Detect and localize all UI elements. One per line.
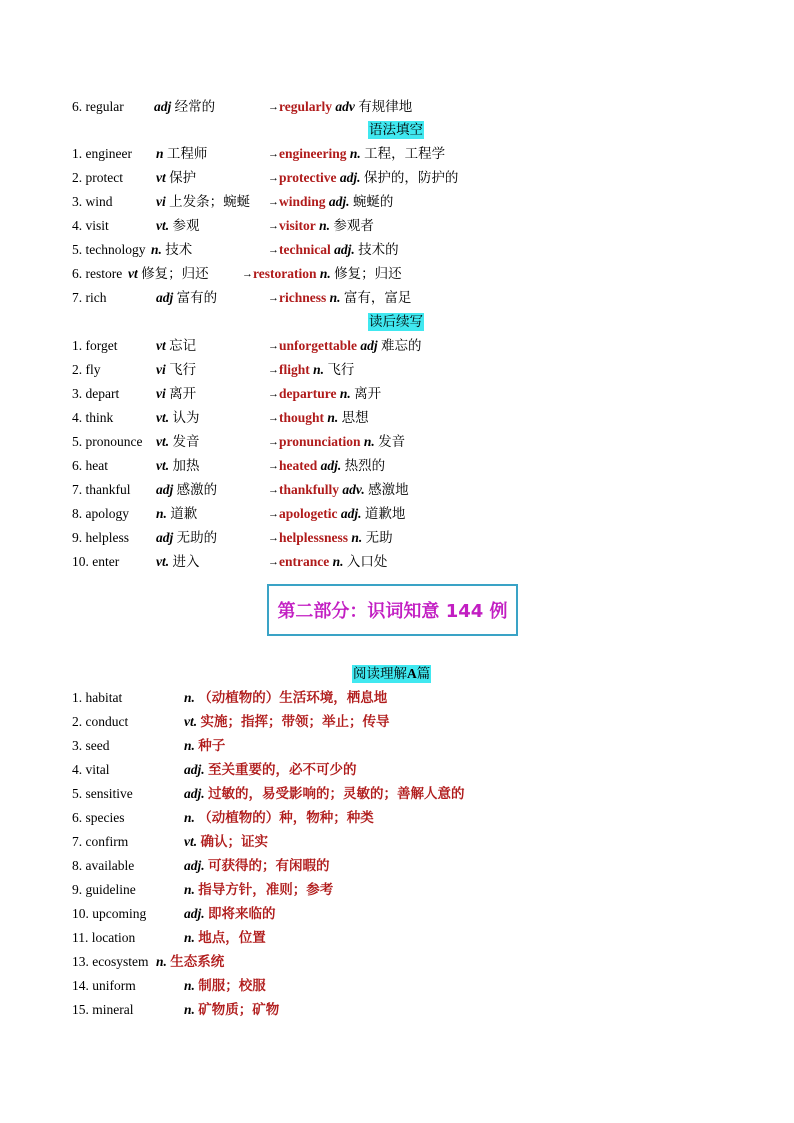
headword-meaning: 加热 [172,458,200,473]
headword-pos: vt. [156,554,170,569]
arrow-icon: → [268,196,279,208]
vocab-word: 5. sensitive [72,786,133,801]
vocab-meaning: 地点，位置 [198,930,266,945]
vocab-meaning: 制服；校服 [198,978,266,993]
derived-word: pronunciation [279,434,361,449]
headword-definition [156,192,250,212]
vocab-pos: adj. [184,906,205,921]
headword-meaning: 感激的 [176,482,218,497]
headword-pos: vt [156,170,166,185]
vocab-word: 11. location [72,930,136,945]
vocab-definition [184,832,268,852]
vocab-word: 10. upcoming [72,906,147,921]
headword-meaning: 技术 [165,242,193,257]
vocab-definition [184,712,390,732]
derived-pos: n. [319,218,331,233]
derived-meaning: 感激地 [368,482,409,497]
derived-meaning: 无助 [365,530,393,545]
derived-meaning: 有规律地 [358,99,413,114]
headword: 1. forget [72,338,118,353]
arrow-icon: → [268,460,279,472]
vocab-definition [184,760,357,780]
vocab-definition [184,808,374,828]
derived-meaning: 道歉地 [364,506,406,521]
section-tag-grammar: 语法填空 [369,122,423,137]
derived-word: technical [279,242,331,257]
headword-definition [156,360,196,380]
derived-pos: n. [349,146,361,161]
reading-tag-suffix: 篇 [416,666,431,681]
arrow-icon: → [268,364,279,376]
derived-meaning: 工程，工程学 [364,146,446,161]
arrow-icon: → [268,172,279,184]
vocab-pos: n. [184,882,195,897]
derived-word: apologetic [279,506,338,521]
headword-meaning: 飞行 [169,362,197,377]
vocab-word: 2. conduct [72,714,129,729]
derived-entry [268,97,412,118]
vocab-definition [184,976,266,996]
headword-definition [156,144,207,164]
derived-meaning: 修复；归还 [334,266,402,281]
derived-entry [268,552,387,573]
headword-pos: vt. [156,218,170,233]
arrow-icon: → [268,556,279,568]
headword: 3. depart [72,386,120,401]
derived-meaning: 离开 [354,386,382,401]
arrow-icon: → [268,412,279,424]
headword-definition [156,432,200,452]
vocab-word: 6. species [72,810,125,825]
derived-pos: adj. [320,458,342,473]
vocab-pos: vt. [184,834,198,849]
derived-word: restoration [253,266,317,281]
derived-word: winding [279,194,326,209]
part-two-title: 第二部分：识词知意 144 例 [277,601,508,622]
derived-entry [268,360,354,381]
derived-entry [268,408,369,429]
derived-meaning: 发音 [378,434,406,449]
derived-meaning: 热烈的 [344,458,386,473]
headword: 10. enter [72,554,120,569]
vocab-pos: vt. [184,714,198,729]
headword-definition [156,504,197,524]
derived-pos: n. [351,530,363,545]
vocab-definition [156,952,224,972]
headword-definition [151,240,192,260]
vocab-definition [184,880,333,900]
derived-pos: adv. [342,482,365,497]
headword-definition [156,528,217,548]
vocab-meaning: 指导方针，准则；参考 [198,882,334,897]
derived-entry [268,456,385,477]
derived-pos: n. [313,362,325,377]
reading-tag-letter: A [407,666,417,681]
arrow-icon: → [268,508,279,520]
vocab-pos: adj. [184,762,205,777]
derived-pos: n. [319,266,331,281]
headword-pos: adj [156,482,174,497]
headword-meaning: 上发条；蜿蜒 [169,194,251,209]
headword-pos: vi [156,362,166,377]
derived-word: heated [279,458,318,473]
vocab-definition [184,688,387,708]
headword: 5. technology [72,242,146,257]
derived-word: richness [279,290,327,305]
arrow-icon: → [268,484,279,496]
headword-definition [156,288,217,308]
part-two-title-box [267,584,518,636]
arrow-icon: → [268,101,279,113]
derived-entry [268,240,399,261]
headword-definition [156,456,200,476]
vocab-meaning: 种子 [198,738,226,753]
headword-pos: vt [156,338,166,353]
headword-pos: adj [156,530,174,545]
arrow-icon: → [268,292,279,304]
vocab-pos: n. [184,810,195,825]
derived-word: helplessness [279,530,349,545]
headword: 7. thankful [72,482,131,497]
vocab-word: 9. guideline [72,882,136,897]
headword-definition [156,384,196,404]
vocab-definition [184,928,266,948]
derived-entry [268,216,374,237]
vocab-definition [184,736,225,756]
derived-meaning: 蜿蜒的 [352,194,394,209]
headword-pos: n. [156,506,167,521]
vocab-pos: adj. [184,858,205,873]
vocab-pos: n. [184,738,195,753]
section-tag-continuation: 读后续写 [369,314,423,329]
headword: 2. fly [72,362,101,377]
derived-entry [268,192,393,213]
derived-pos: adj. [339,170,361,185]
arrow-icon: → [268,436,279,448]
vocab-pos: n. [156,954,167,969]
vocab-definition [184,856,330,876]
headword-meaning: 保护 [169,170,197,185]
derived-entry [242,264,402,285]
vocab-meaning: （动植物的）生活环境，栖息地 [198,690,388,705]
vocab-word: 8. available [72,858,135,873]
derived-pos: n. [363,434,375,449]
derived-word: regularly [279,99,332,114]
derived-word: thankfully [279,482,340,497]
headword: 6. regular [72,99,124,114]
headword-meaning: 忘记 [169,338,197,353]
derived-pos: adv [335,99,355,114]
derived-entry [268,384,381,405]
vocab-pos: n. [184,930,195,945]
derived-pos: n. [332,554,344,569]
vocab-meaning: 可获得的；有闲暇的 [208,858,330,873]
vocab-word: 1. habitat [72,690,123,705]
headword: 6. heat [72,458,108,473]
derived-word: entrance [279,554,330,569]
derived-word: thought [279,410,325,425]
headword: 6. restore [72,266,123,281]
derived-word: engineering [279,146,347,161]
derived-word: departure [279,386,337,401]
headword-definition [156,336,196,356]
derived-pos: n. [327,410,339,425]
headword-pos: n. [151,242,162,257]
headword-meaning: 经常的 [174,99,216,114]
arrow-icon: → [242,268,253,280]
section-tag-reading [352,665,431,683]
headword: 3. wind [72,194,113,209]
headword: 2. protect [72,170,123,185]
derived-pos: adj. [340,506,362,521]
derived-meaning: 参观者 [333,218,374,233]
vocab-meaning: （动植物的）种，物种；种类 [198,810,374,825]
headword-meaning: 修复；归还 [141,266,209,281]
vocab-meaning: 过敏的，易受影响的；灵敏的；善解人意的 [208,786,465,801]
headword-meaning: 无助的 [176,530,218,545]
headword: 1. engineer [72,146,132,161]
headword-definition [154,97,215,117]
headword: 9. helpless [72,530,129,545]
headword-meaning: 认为 [172,410,200,425]
arrow-icon: → [268,148,279,160]
vocab-meaning: 生态系统 [170,954,225,969]
derived-entry [268,336,422,357]
headword-definition [128,264,209,284]
vocab-definition [184,784,465,804]
derived-meaning: 飞行 [327,362,355,377]
vocab-meaning: 实施；指挥；带领；举止；传导 [200,714,390,729]
headword-meaning: 进入 [172,554,200,569]
headword-meaning: 工程师 [166,146,208,161]
derived-word: visitor [279,218,316,233]
derived-pos: adj. [328,194,350,209]
vocab-pos: adj. [184,786,205,801]
vocab-word: 15. mineral [72,1002,134,1017]
derived-meaning: 富有，富足 [343,290,412,305]
headword-meaning: 参观 [172,218,200,233]
derived-entry [268,432,405,453]
headword-pos: adj [154,99,172,114]
headword-pos: vt. [156,410,170,425]
derived-entry [268,528,393,549]
arrow-icon: → [268,388,279,400]
vocab-meaning: 确认；证实 [200,834,268,849]
headword-pos: vt [128,266,138,281]
headword-pos: vt. [156,434,170,449]
headword-meaning: 富有的 [176,290,218,305]
derived-pos: n. [329,290,341,305]
headword-pos: adj [156,290,174,305]
headword: 8. apology [72,506,129,521]
vocab-meaning: 至关重要的，必不可少的 [208,762,357,777]
headword-definition [156,168,196,188]
derived-entry [268,504,405,525]
derived-pos: adj. [334,242,355,257]
arrow-icon: → [268,340,279,352]
derived-meaning: 难忘的 [381,338,422,353]
headword: 7. rich [72,290,107,305]
reading-tag-label: 阅读理解 [353,666,407,681]
vocab-word: 13. ecosystem [72,954,149,969]
headword: 4. think [72,410,114,425]
headword: 5. pronounce [72,434,143,449]
headword-meaning: 发音 [172,434,200,449]
headword: 4. visit [72,218,109,233]
vocab-word: 14. uniform [72,978,136,993]
headword-pos: vt. [156,458,170,473]
derived-entry [268,288,411,309]
vocab-word: 4. vital [72,762,110,777]
vocab-word: 3. seed [72,738,110,753]
derived-meaning: 入口处 [346,554,388,569]
arrow-icon: → [268,220,279,232]
vocab-meaning: 即将来临的 [208,906,276,921]
headword-meaning: 道歉 [170,506,198,521]
derived-entry [268,144,445,165]
headword-meaning: 离开 [169,386,197,401]
vocab-meaning: 矿物质；矿物 [198,1002,280,1017]
vocab-definition [184,904,276,924]
headword-pos: vi [156,194,166,209]
vocab-pos: n. [184,978,195,993]
derived-pos: n. [339,386,351,401]
vocab-definition [184,1000,279,1020]
derived-word: flight [279,362,310,377]
derived-pos: adj [360,338,378,353]
arrow-icon: → [268,244,279,256]
derived-meaning: 技术的 [358,242,399,257]
headword-pos: vi [156,386,166,401]
vocab-pos: n. [184,690,195,705]
headword-definition [156,552,200,572]
vocab-pos: n. [184,1002,195,1017]
derived-entry [268,168,458,189]
derived-meaning: 思想 [341,410,369,425]
headword-definition [156,216,200,236]
derived-word: protective [279,170,337,185]
vocab-word: 7. confirm [72,834,129,849]
derived-meaning: 保护的，防护的 [363,170,459,185]
headword-definition [156,408,200,428]
headword-pos: n [156,146,164,161]
headword-definition [156,480,217,500]
derived-word: unforgettable [279,338,357,353]
arrow-icon: → [268,532,279,544]
derived-entry [268,480,409,501]
